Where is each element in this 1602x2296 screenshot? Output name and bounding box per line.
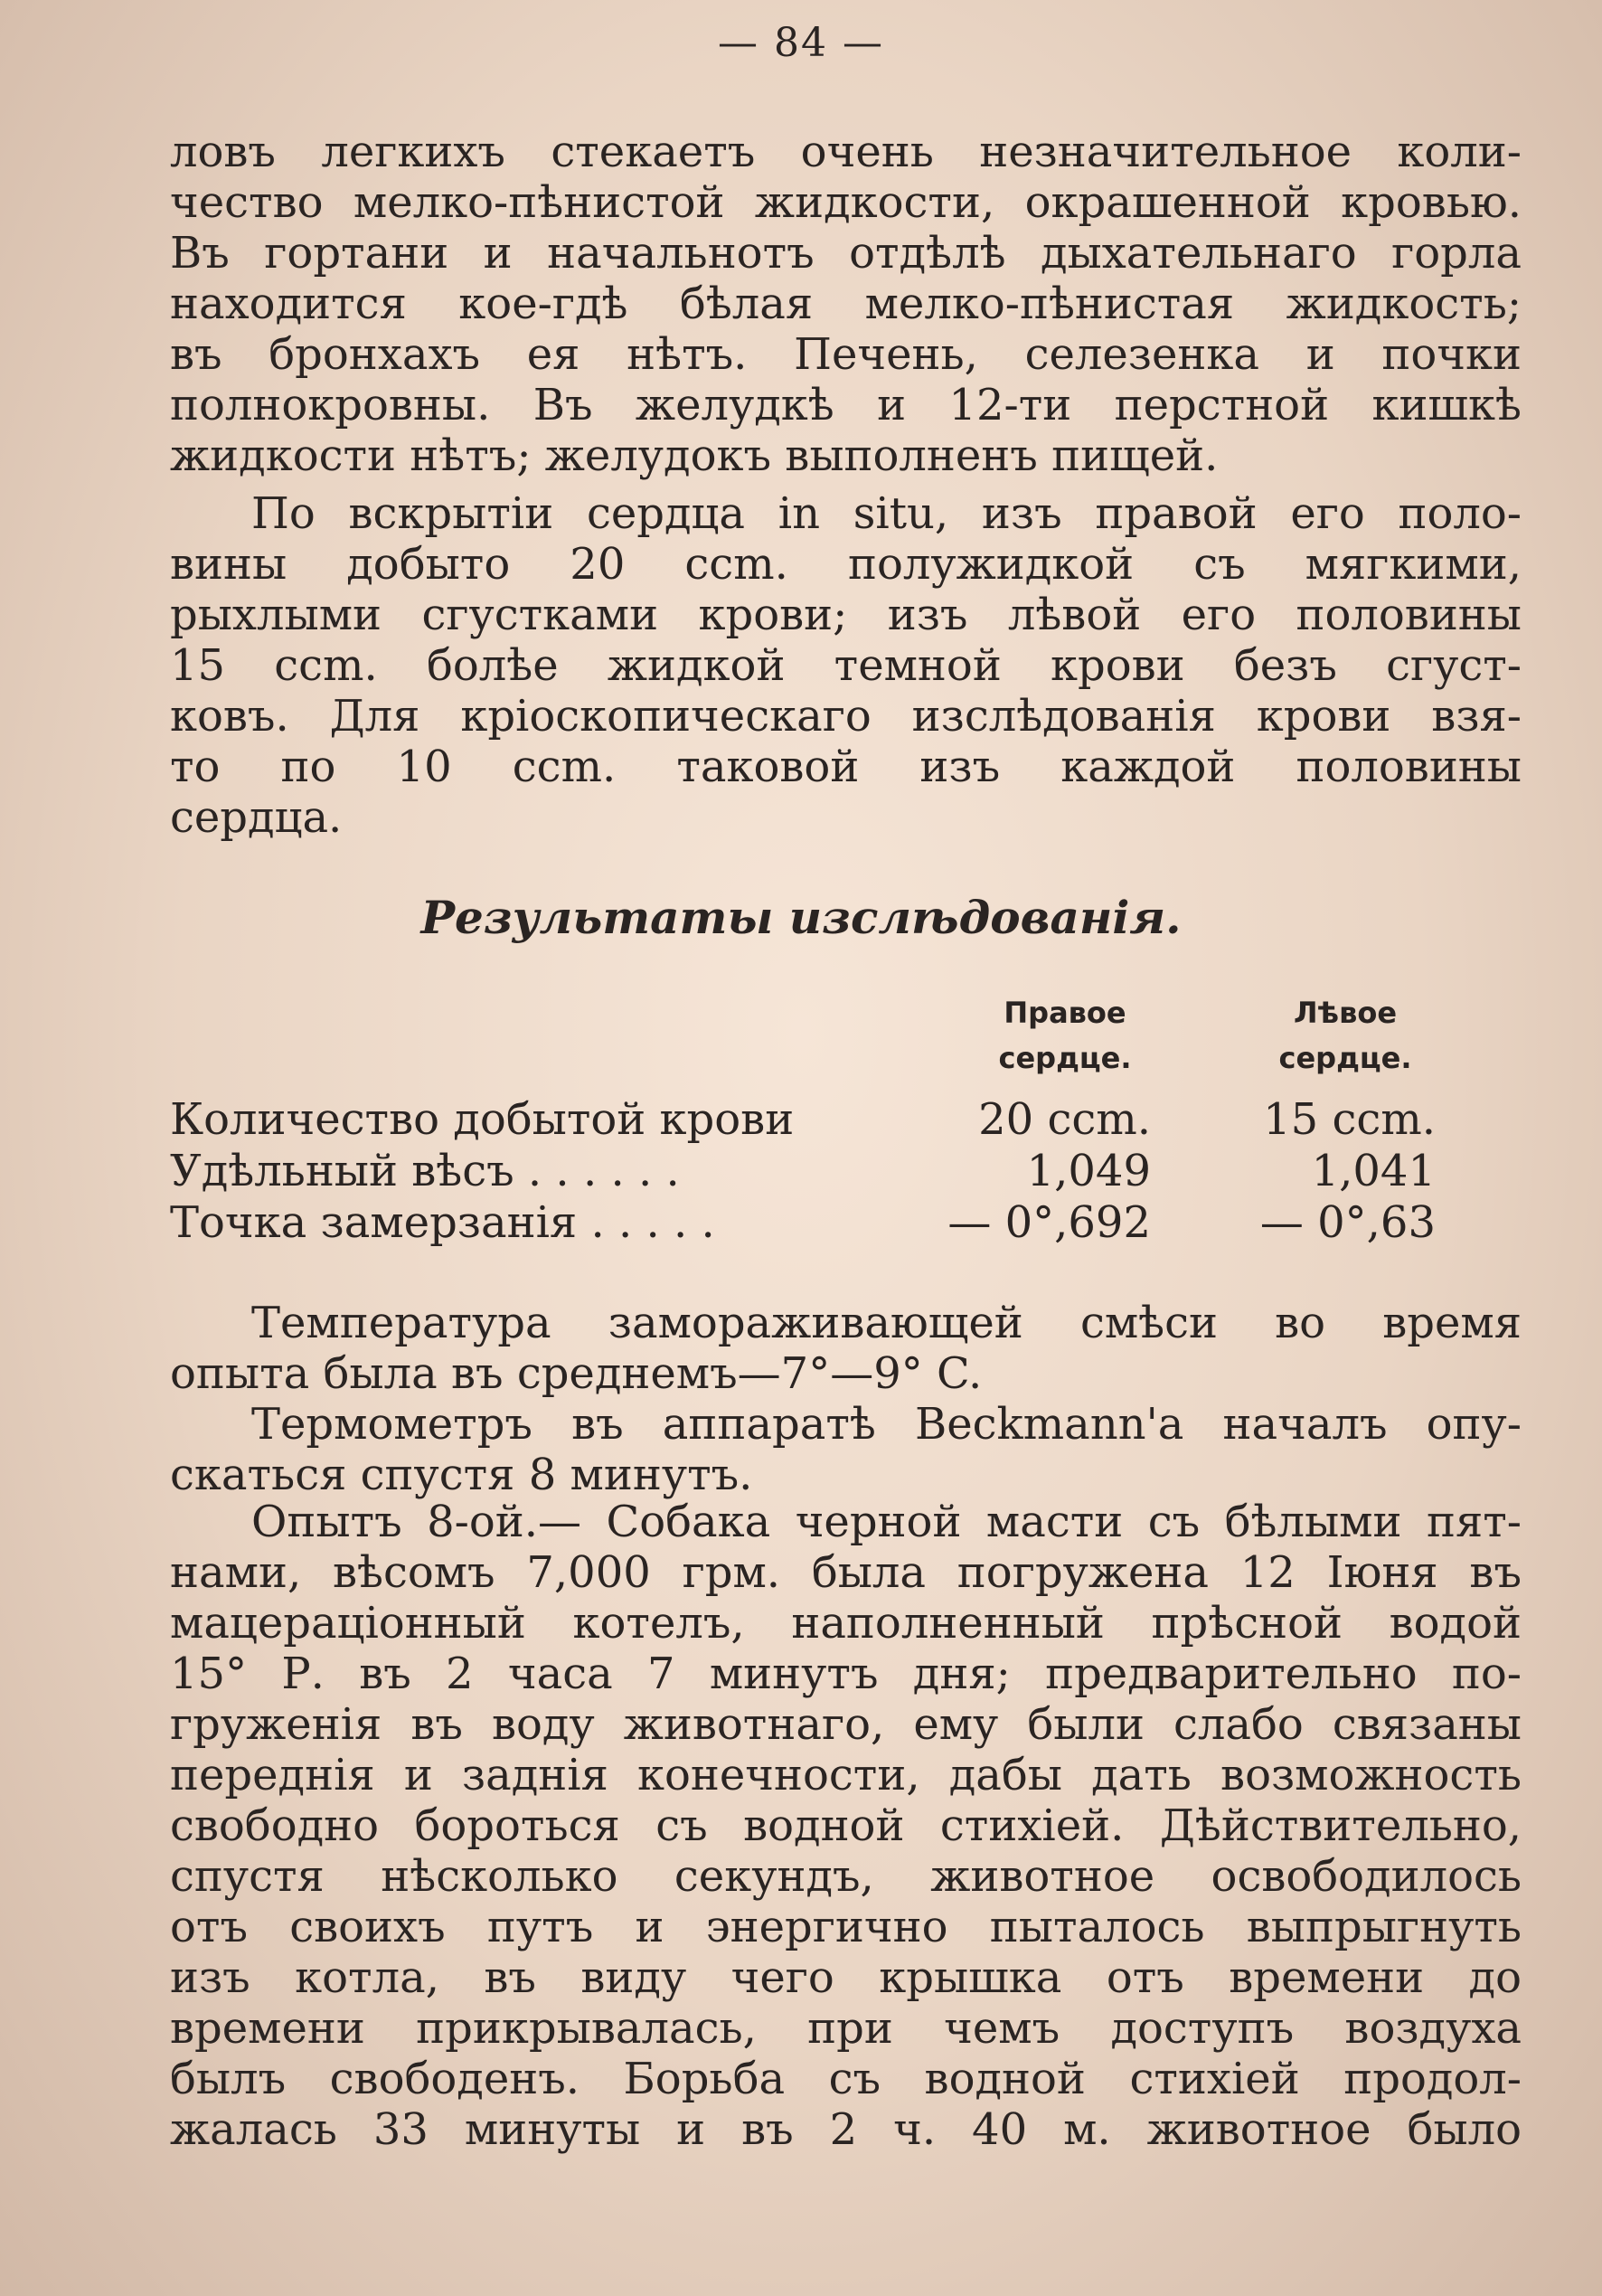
paragraph-temperature [170, 1298, 1522, 1500]
text-line: рыхлыми сгустками крови; изъ лѣвой его половины [170, 590, 1522, 640]
text-line: спустя нѣсколько секундъ, животное освободилось [170, 1851, 1522, 1902]
text-line: времени прикрывалась, при чемъ доступъ воздуха [170, 2003, 1522, 2054]
column-header-line: сердце. [998, 1041, 1132, 1075]
text-line: мацераціонный котелъ, наполненный прѣсной водой [170, 1598, 1522, 1649]
results-heading: Результаты изслѣдованія. [420, 891, 1182, 944]
text-line: чество мелко-пѣнистой жидкости, окрашенной кровью. [170, 177, 1522, 228]
left-heart-value: 15 ccm. [1263, 1094, 1436, 1145]
text-line: вины добыто 20 ccm. полужидкой съ мягкими, [170, 539, 1522, 590]
text-line: полнокровны. Въ желудкѣ и 12-ти перстной кишкѣ [170, 380, 1522, 430]
right-heart-value: — 0°,692 [947, 1197, 1151, 1248]
column-header-line: сердце. [1278, 1041, 1412, 1075]
text-line: По вскрытіи сердца in situ, изъ правой его поло- [251, 488, 1522, 539]
text-line: Температура замораживающей смѣси во время [251, 1298, 1522, 1348]
left-heart-value: — 0°,63 [1259, 1197, 1436, 1248]
text-line: находится кое-гдѣ бѣлая мелко-пѣнистая жидкость; [170, 279, 1522, 329]
right-heart-value: 1,049 [1026, 1146, 1151, 1196]
text-line: переднія и заднія конечности, дабы дать возможность [170, 1750, 1522, 1800]
row-label: Количество добытой крови [170, 1094, 795, 1145]
paragraph-experiment-8 [170, 1497, 1522, 2155]
text-line: сердца. [170, 792, 343, 843]
column-header-left-heart [1246, 990, 1445, 1081]
table-row [170, 1197, 1454, 1249]
text-line: жалась 33 минуты и въ 2 ч. 40 м. животное было [170, 2104, 1522, 2155]
text-line: Опытъ 8-ой.— Собака черной масти съ бѣлыми пят- [251, 1497, 1522, 1547]
text-line: изъ котла, въ виду чего крышка отъ времени до [170, 1952, 1522, 2003]
column-header-right-heart [966, 990, 1164, 1081]
text-line: 15 ccm. болѣе жидкой темной крови безъ сгуст- [170, 640, 1522, 691]
table-row [170, 1094, 1454, 1146]
page-number: — 84 — [718, 20, 884, 66]
text-line: ковъ. Для кріоскопическаго изслѣдованія крови взя- [170, 691, 1522, 742]
paragraph-autopsy-lungs [170, 127, 1522, 481]
left-heart-value: 1,041 [1311, 1146, 1436, 1196]
table-rows [170, 1094, 1454, 1249]
text-line: скаться спустя 8 минутъ. [170, 1450, 753, 1500]
text-line: Въ гортани и начальнотъ отдѣлѣ дыхательнаго горла [170, 228, 1522, 279]
text-line: опыта была въ среднемъ—7°—9° C. [170, 1348, 983, 1399]
text-line: Термометръ въ аппаратѣ Beckmann'а началъ опу- [251, 1399, 1522, 1450]
text-line: отъ своихъ путъ и энергично пыталось выпрыгнуть [170, 1902, 1522, 1952]
right-heart-value: 20 ccm. [978, 1094, 1151, 1145]
column-header-line: Правое [1004, 996, 1126, 1030]
text-line: нами, вѣсомъ 7,000 грм. была погружена 12 Іюня въ [170, 1547, 1522, 1598]
row-label: Удѣльный вѣсъ . . . . . . [170, 1146, 680, 1196]
paragraph-heart-opening [170, 488, 1522, 843]
text-line: былъ свободенъ. Борьба съ водной стихіей продол- [170, 2054, 1522, 2104]
text-line: 15° Р. въ 2 часа 7 минутъ дня; предварительно по- [170, 1649, 1522, 1699]
row-label: Точка замерзанія . . . . . [170, 1197, 715, 1248]
text-line: груженія въ воду животнаго, ему были слабо связаны [170, 1699, 1522, 1750]
text-line: ловъ легкихъ стекаетъ очень незначительное коли- [170, 127, 1522, 177]
column-header-line: Лѣвое [1293, 996, 1398, 1030]
text-line: жидкости нѣтъ; желудокъ выполненъ пищей. [170, 430, 1219, 481]
text-line: свободно бороться съ водной стихіей. Дѣйствительно, [170, 1800, 1522, 1851]
text-line: въ бронхахъ ея нѣтъ. Печень, селезенка и почки [170, 329, 1522, 380]
text-line: то по 10 ccm. таковой изъ каждой половины [170, 742, 1522, 792]
table-row [170, 1146, 1454, 1197]
